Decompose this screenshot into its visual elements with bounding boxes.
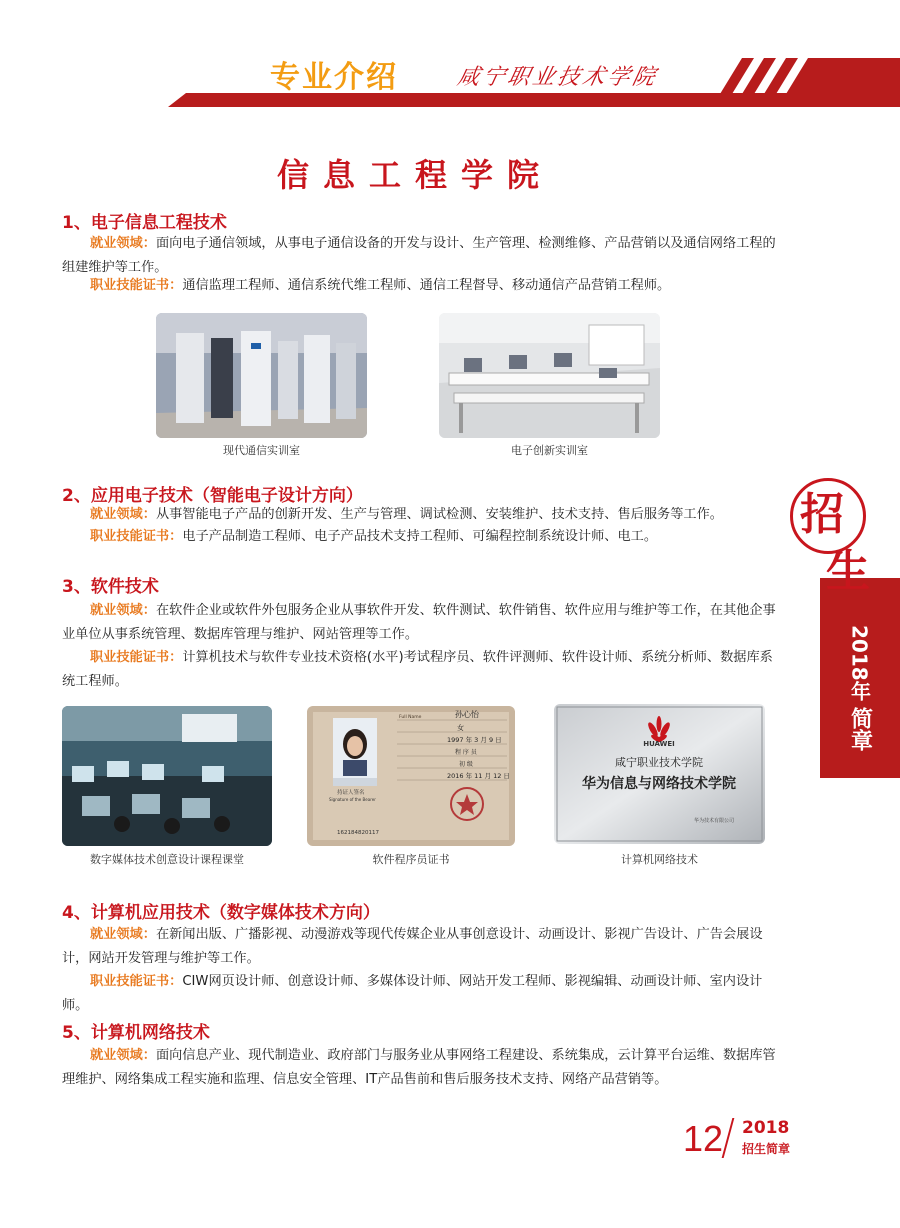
section-employment (62, 1044, 776, 1091)
cert-number: 162184820117 (337, 830, 379, 836)
photo-electronics-lab (439, 313, 660, 438)
cert-holder-signature-en: Signature of the Bearer (329, 797, 376, 802)
section-certificate (62, 274, 776, 298)
side-banner-char1: 招 (800, 489, 844, 540)
photo-caption: 软件程序员证书 (372, 853, 450, 866)
cert-level: 初 级 (459, 761, 473, 768)
side-banner-text (820, 578, 900, 778)
cert-name-label: Full Name (399, 715, 422, 720)
photo-caption: 电子创新实训室 (511, 444, 588, 457)
section-employment (62, 923, 776, 970)
section-heading: 1、电子信息工程技术 (62, 213, 227, 233)
employment-label: 就业领域： (90, 927, 156, 942)
header-title: 专业介绍 (270, 60, 398, 95)
employment-text: 从事智能电子产品的创新开发、生产与管理、调试检测、安装维护、技术支持、售后服务等工作。 (155, 507, 723, 522)
side-banner-char2: 生 (826, 546, 870, 597)
cert-dob: 1997 年 3 月 9 日 (447, 736, 502, 744)
photo-communication-lab (156, 313, 367, 438)
certificate-label: 职业技能证书： (90, 278, 183, 293)
section-employment (62, 599, 776, 646)
section-heading: 2、应用电子技术（智能电子设计方向） (62, 486, 363, 506)
photo-caption: 计算机网络技术 (621, 853, 698, 866)
cert-name: 孙心怡 (455, 710, 479, 719)
employment-text: 面向信息产业、现代制造业、政府部门与服务业从事网络工程建设、系统集成，云计算平台运维、数据库管理维护、网络集成工程实施和监理、信息安全管理、IT产品售前和售后服务技术支持、网络产品营销等。 (62, 1048, 776, 1087)
section-heading: 4、计算机应用技术（数字媒体技术方向） (62, 903, 380, 923)
photo-caption: 现代通信实训室 (223, 444, 300, 457)
employment-text: 在软件企业或软件外包服务企业从事软件开发、软件测试、软件销售、软件应用与维护等工作，在其他企事业单位从事系统管理、数据库管理与维护、网站管理等工作。 (62, 603, 776, 642)
footer-year: 2018 (742, 1118, 790, 1138)
certificate-text: 计算机技术与软件专业技术资格(水平)考试程序员、软件评测师、软件设计师、系统分析师、数据库系统工程师。 (62, 650, 773, 689)
section-certificate (62, 525, 776, 549)
certificate-text: 通信监理工程师、通信系统代维工程师、通信工程督导、移动通信产品营销工程师。 (182, 278, 671, 293)
section-heading: 5、计算机网络技术 (62, 1023, 210, 1043)
employment-text: 在新闻出版、广播影视、动漫游戏等现代传媒企业从事创意设计、动画设计、影视广告设计、广告会展设计，网站开发管理与维护等工作。 (62, 927, 763, 966)
huawei-brand: HUAWEI (643, 740, 675, 748)
footer-brief: 招生简章 (742, 1142, 791, 1156)
huawei-academy: 华为信息与网络技术学院 (582, 776, 736, 792)
cert-qual: 程 序 员 (455, 749, 477, 756)
cert-sex: 女 (457, 724, 464, 732)
section-certificate (62, 970, 776, 1017)
cert-holder-signature: 持证人签名 (337, 790, 365, 796)
side-banner-year: 2018年 (847, 625, 872, 701)
employment-label: 就业领域： (90, 1048, 156, 1063)
page-number-slash (722, 1118, 735, 1158)
employment-label: 就业领域： (90, 603, 156, 618)
section-employment (62, 503, 776, 527)
header-stripes (690, 58, 900, 94)
certificate-label: 职业技能证书： (90, 974, 183, 989)
certificate-label: 职业技能证书： (90, 650, 183, 665)
section-heading: 3、软件技术 (62, 577, 159, 597)
page-number: 12 (683, 1118, 724, 1159)
section-certificate (62, 646, 776, 693)
employment-label: 就业领域： (90, 236, 156, 251)
photo-programmer-certificate (307, 706, 515, 846)
page-header (0, 0, 900, 115)
page-title: 信息工程学院 (276, 156, 553, 194)
huawei-school: 咸宁职业技术学院 (615, 756, 703, 769)
photo-caption: 数字媒体技术创意设计课程课堂 (90, 853, 244, 866)
cert-issue-date: 2016 年 11 月 12 日 (447, 772, 510, 780)
side-banner-brief: 简章 (847, 706, 873, 751)
section-employment (62, 232, 776, 279)
huawei-issuer: 华为技术有限公司 (693, 818, 735, 824)
certificate-text: CIW网页设计师、创意设计师、多媒体设计师、网站开发工程师、影视编辑、动画设计师、室内设计师。 (62, 974, 763, 1013)
employment-text: 面向电子通信领域，从事电子通信设备的开发与设计、生产管理、检测维修、产品营销以及通信网络工程的组建维护等工作。 (62, 236, 776, 275)
photo-huawei-plaque (554, 704, 765, 844)
employment-label: 就业领域： (90, 507, 156, 522)
certificate-text: 电子产品制造工程师、电子产品技术支持工程师、可编程控制系统设计师、电工。 (182, 529, 658, 544)
header-college-name: 咸宁职业技术学院 (454, 65, 661, 90)
certificate-label: 职业技能证书： (90, 529, 183, 544)
photo-classroom (62, 706, 272, 846)
